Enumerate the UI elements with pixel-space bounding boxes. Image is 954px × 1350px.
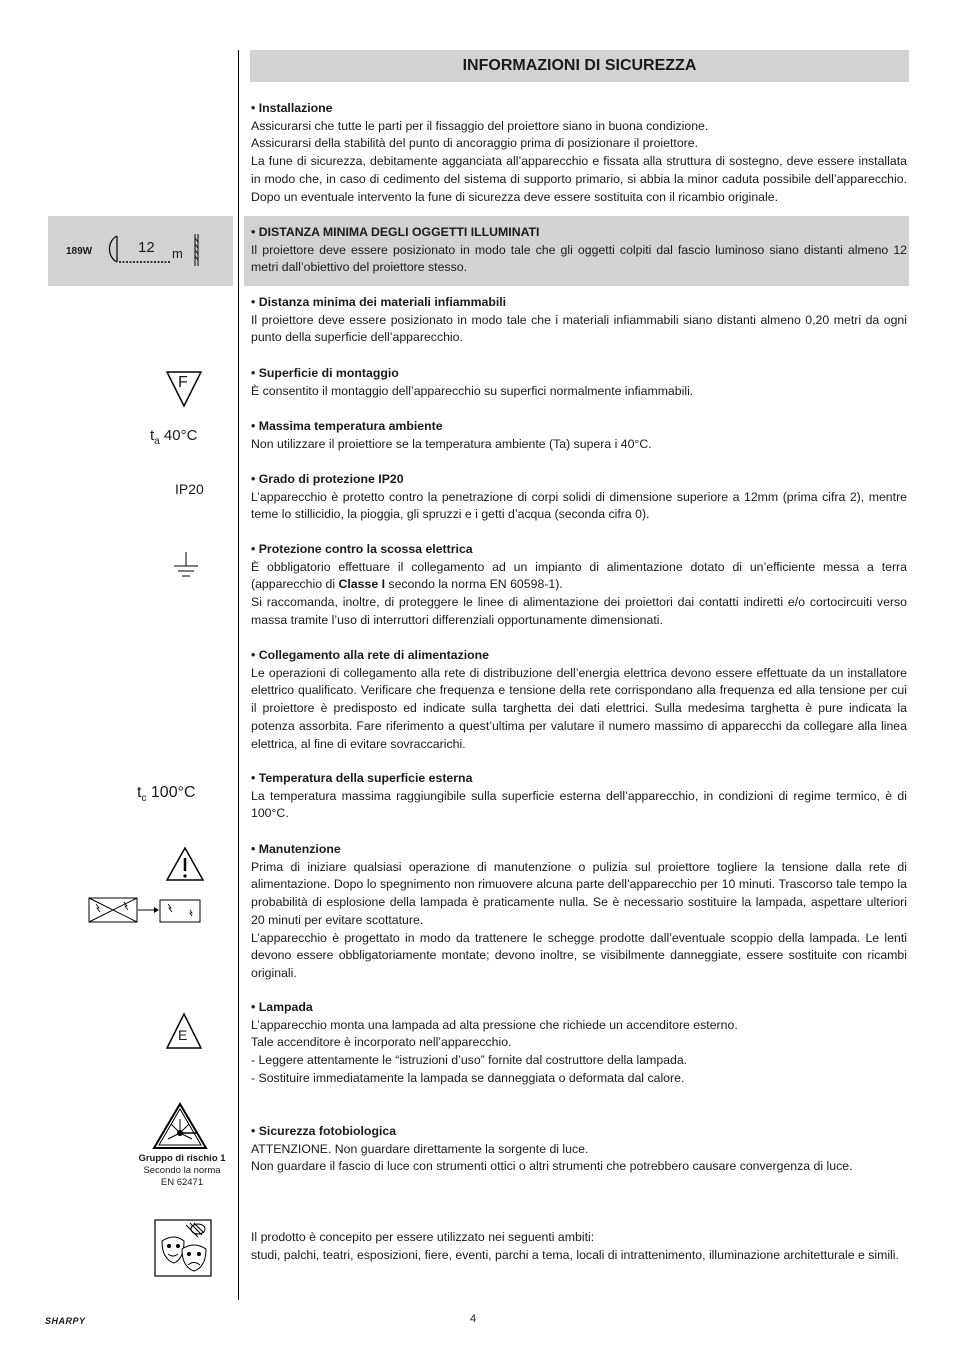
ambient-temperature-label [150, 427, 197, 447]
section-heading: • Distanza minima dei materiali infiammabili [251, 295, 507, 309]
section-heading: • Massima temperatura ambiente [251, 419, 443, 433]
surface-temperature-label [137, 784, 196, 804]
ground-icon [172, 552, 200, 582]
paragraph: Si raccomanda, inoltre, di proteggere le linee di alimentazione dei proiettori dai contatti indiretti e/o cortocircuiti verso massa tramite l’uso di interruttori differenziali opportunamente dimensionati. [251, 595, 907, 627]
temperature-value: 100°C [150, 784, 196, 801]
section-temperatura-superficie [251, 770, 907, 823]
subscript: c [141, 793, 147, 805]
section-temperatura-ambiente [251, 418, 907, 453]
paragraph: studi, palchi, teatri, esposizioni, fiere, eventi, parchi a tema, locali di intrattenimento, illuminazione architetturale e simili. [251, 1247, 899, 1262]
section-fotobiologica [251, 1123, 907, 1176]
paragraph: La temperatura massima raggiungibile sulla superficie esterna dell’apparecchio, in condizioni di regime termico, è di 100°C. [251, 788, 907, 821]
column-divider [238, 50, 239, 1300]
section-scossa [251, 541, 907, 630]
paragraph: Non guardare il fascio di luce con strumenti ottici o altri strumenti che potrebbero causare convergenza di luce. [251, 1159, 853, 1174]
risk-group: Gruppo di rischio 1 [138, 1153, 226, 1164]
section-distanza-infiammabili [251, 294, 907, 347]
section-lampada [251, 999, 907, 1088]
section-ambiti [251, 1229, 907, 1264]
section-heading: • Sicurezza fotobiologica [251, 1124, 397, 1138]
paragraph: Assicurarsi della stabilità del punto di ancoraggio prima di posizionare il proiettore. [251, 136, 699, 151]
paragraph: Il prodotto è concepito per essere utilizzato nei seguenti ambiti: [251, 1230, 595, 1244]
warning-icon [165, 846, 205, 882]
section-collegamento [251, 647, 907, 753]
distance-value: 12 [138, 239, 155, 256]
section-heading: • Installazione [251, 101, 333, 115]
risk-group-label [128, 1153, 236, 1189]
t-symbol: t [150, 427, 155, 444]
subscript: a [154, 436, 160, 447]
class-label: Classe I [338, 577, 385, 592]
section-heading: • Superficie di montaggio [251, 366, 399, 380]
paragraph: L’apparecchio monta una lampada ad alta pressione che richiede un accenditore esterno. [251, 1017, 738, 1032]
paragraph: È consentito il montaggio dell’apparecchio su superfici normalmente infiammabili. [251, 383, 694, 398]
page-number: 4 [470, 1313, 477, 1325]
section-installazione [251, 100, 907, 206]
paragraph: - Sostituire immediatamente la lampada se danneggiata o deformata dal calore. [251, 1070, 685, 1085]
temperature-value: 40°C [163, 427, 198, 444]
section-heading: • Collegamento alla rete di alimentazione [251, 648, 490, 662]
paragraph [251, 559, 907, 594]
distance-unit: m [172, 246, 183, 261]
section-heading: • Manutenzione [251, 842, 341, 856]
paragraph: Non utilizzare il proiettiore se la temperatura ambiente (Ta) supera i 40°C. [251, 436, 652, 451]
paragraph: - Leggere attentamente le “istruzioni d’uso” fornite dal costruttore della lampada. [251, 1053, 688, 1068]
brand-logo: SHARPY [45, 1316, 86, 1326]
risk-norm-line-2: EN 62471 [160, 1177, 204, 1188]
section-manutenzione [251, 841, 907, 983]
distance-icon [100, 232, 210, 272]
section-heading: • Temperatura della superficie esterna [251, 771, 473, 785]
section-heading: • Grado di protezione IP20 [251, 472, 404, 486]
page-title: INFORMAZIONI DI SICUREZZA [250, 50, 909, 82]
section-heading: • Lampada [251, 1000, 313, 1014]
section-superficie [251, 365, 907, 400]
paragraph: Il proiettore deve essere posizionato in modo tale che gli oggetti colpiti dal fascio luminoso siano distanti almeno 12 metri dall’obiettivo del proiettore stesso. [251, 242, 907, 275]
section-heading: • DISTANZA MINIMA DEGLI OGGETTI ILLUMINATI [251, 225, 540, 239]
e-letter: E [178, 1027, 188, 1043]
paragraph: Il proiettore deve essere posizionato in modo tale che i materiali infiammabili siano distanti almeno 0,20 metri da ogni punto della superficie dell’apparecchio. [251, 312, 907, 345]
section-heading: • Protezione contro la scossa elettrica [251, 542, 473, 556]
section-grado-protezione [251, 471, 907, 524]
t-symbol: t [137, 784, 142, 801]
paragraph: Prima di iniziare qualsiasi operazione di manutenzione o pulizia sul proiettore togliere la tensione dalla rete di alimentazione. Dopo lo spegnimento non rimuovere alcuna parte dell’apparecchio per 10 minuti. Trascorso tale tempo la probabilità di esplosione della lampada è praticamente nulla. Se è necessario sostituire la lampada, aspettare ulteriori 20 minuti per evitare scottature. [251, 859, 907, 927]
paragraph: ATTENZIONE. Non guardare direttamente la sorgente di luce. [251, 1141, 589, 1156]
theatre-masks-icon [154, 1219, 212, 1277]
paragraph: La fune di sicurezza, debitamente agganciata all’apparecchio e fissata alla struttura di sostegno, deve essere installata in modo che, in caso di cedimento del sistema di supporto primario, si abbia la minor caduta possibile dell’apparecchio. Dopo un eventuale intervento la fune di sicurezza deve essere sostituita con il ricambio originale. [251, 154, 907, 204]
paragraph: Le operazioni di collegamento alla rete di distribuzione dell’energia elettrica devono essere effettuate da un installatore elettrico qualificato. Verificare che frequenza e tensione della rete corrispondano alla frequenza ed alla tensione per cui il proiettore è predisposto ed indicate sulla targhetta dei dati elettrici. Sulla medesima targhetta è pure indicata la potenza assorbita. Fare riferimento a quest’ultima per valutare il numero massimo di apparecchi da collegare alla linea elettrica, al fine di evitare sovraccarichi. [251, 665, 907, 751]
text-run: È obbligatorio effettuare il collegamento ad un impianto di alimentazione dotato di un’efficiente messa a terra (apparecchio di [251, 559, 907, 592]
paragraph: Tale accenditore è incorporato nell’apparecchio. [251, 1035, 512, 1050]
section-distanza-illuminati [251, 224, 907, 277]
f-letter: F [178, 374, 188, 391]
lamp-replace-icon [88, 894, 204, 926]
paragraph: L’apparecchio è protetto contro la penetrazione di corpi solidi di dimensione superiore a 12mm (prima cifra 2), mentre teme lo stillicidio, la pioggia, gli spruzzi e i getti d’acqua (seconda cifra 0). [251, 489, 907, 522]
risk-norm-line-1: Secondo la norma [143, 1165, 221, 1176]
text-run: secondo la norma EN 60598-1). [385, 577, 563, 592]
power-label: 189W [66, 246, 93, 257]
paragraph: L’apparecchio è progettato in modo da trattenere le schegge prodotte dall’eventuale scoppio della lampada. Le lenti devono essere obbligatoriamente montate; devono inoltre, se visibilmente danneggiate, essere sostituite con ricambi originali. [251, 930, 907, 980]
ip-rating: IP20 [175, 481, 204, 497]
paragraph: Assicurarsi che tutte le parti per il fissaggio del proiettore siano in buona condizione. [251, 118, 709, 133]
photobiological-hazard-icon [152, 1102, 208, 1150]
